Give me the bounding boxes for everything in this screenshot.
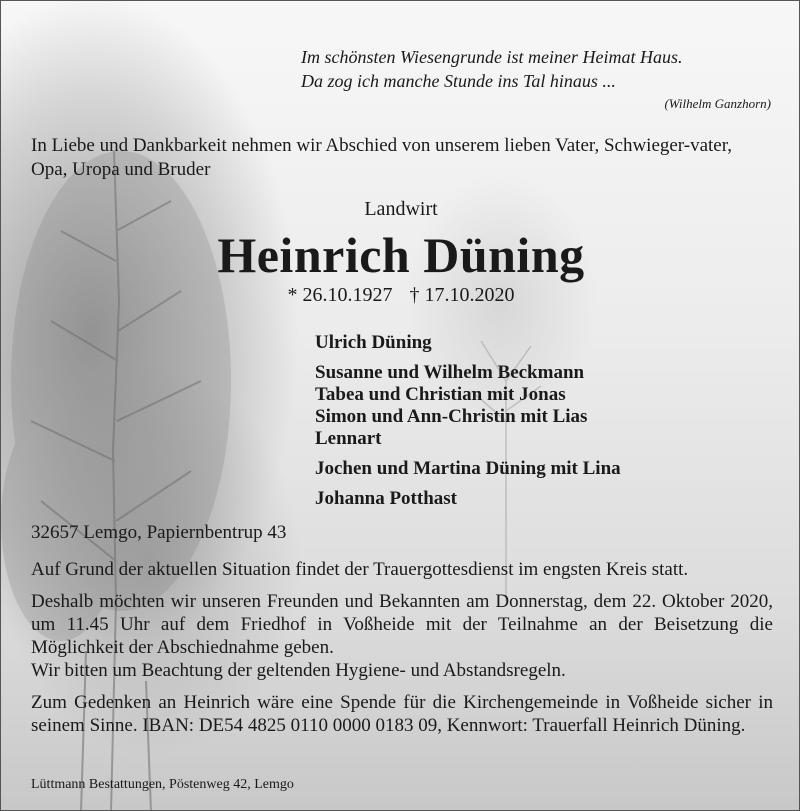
epigraph-quote	[301, 45, 771, 113]
mourner-name: Johanna Potthast	[315, 488, 457, 509]
quote-line-2: Da zog ich manche Stunde ins Tal hinaus ...	[301, 71, 616, 91]
intro-text: In Liebe und Dankbarkeit nehmen wir Abschied von unserem lieben Vater, Schwieger-vater, Opa, Uropa und Bruder	[31, 135, 733, 180]
mourner-name: Tabea und Christian mit Jonas	[315, 384, 566, 405]
donation-paragraph: Zum Gedenken an Heinrich wäre eine Spende für die Kirchengemeinde in Voßheide sicher in seinem Sinne. IBAN: DE54 4825 0110 0000 0183 09, Kennwort: Trauerfall Heinrich Düning.	[31, 692, 773, 736]
death-date: † 17.10.2020	[409, 284, 515, 306]
profession: Landwirt	[364, 198, 438, 220]
mourner-name: Lennart	[315, 428, 382, 449]
mourner-name: Susanne und Wilhelm Beckmann	[315, 362, 585, 383]
birth-date: * 26.10.1927	[287, 284, 393, 306]
family-address: 32657 Lemgo, Papiernbentrup 43	[31, 522, 287, 543]
mourner-group	[315, 488, 621, 510]
mourner-name: Ulrich Düning	[315, 332, 432, 353]
deceased-name: Heinrich Düning	[217, 227, 585, 283]
burial-paragraph: Deshalb möchten wir unseren Freunden und Bekannten am Donnerstag, dem 22. Oktober 2020, um 11.45 Uhr auf dem Friedhof in Voßheide mit der Teilnahme an der Beisetzung die Möglichkeit der Abschiednahme geben.	[31, 591, 773, 658]
hygiene-paragraph: Wir bitten um Beachtung der geltenden Hygiene- und Abstandsregeln.	[31, 660, 566, 681]
mourners-list	[315, 332, 621, 518]
service-paragraph: Auf Grund der aktuellen Situation findet der Trauergottesdienst im engsten Kreis statt.	[31, 559, 689, 580]
mourner-name: Jochen und Martina Düning mit Lina	[315, 458, 621, 479]
mourner-group	[315, 362, 621, 450]
mourner-name: Simon und Ann-Christin mit Lias	[315, 406, 588, 427]
mourner-group	[315, 332, 621, 354]
quote-author: (Wilhelm Ganzhorn)	[664, 96, 771, 111]
mourner-group	[315, 458, 621, 480]
life-dates	[1, 284, 800, 307]
funeral-home: Lüttmann Bestattungen, Pöstenweg 42, Lemgo	[31, 777, 294, 792]
quote-line-1: Im schönsten Wiesengrunde ist meiner Heimat Haus.	[301, 47, 683, 67]
service-information	[31, 558, 773, 746]
